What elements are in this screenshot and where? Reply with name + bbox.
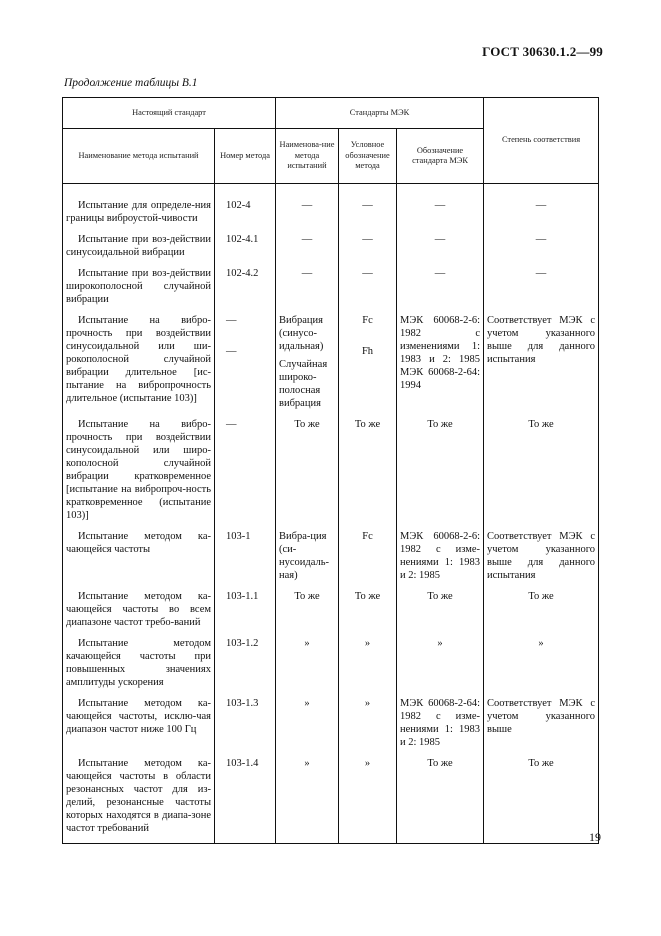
iec-method-code: То же xyxy=(339,418,397,530)
degree-of-correspondence: — xyxy=(484,267,599,314)
iec-method-code: — xyxy=(339,233,397,267)
iec-method-name: » xyxy=(276,697,339,757)
method-number: 103-1.3 xyxy=(215,697,276,757)
iec-standard: — xyxy=(397,199,484,233)
method-number: 103-1 xyxy=(215,530,276,590)
method-number: 102-4.2 xyxy=(215,267,276,314)
iec-standard: То же xyxy=(397,418,484,530)
col-header-number: Номер метода xyxy=(215,129,276,184)
method-name: Испытание для определе-ния границы виброустой-чивости xyxy=(63,199,215,233)
iec-method-name: То же xyxy=(276,590,339,637)
iec-method-name: — xyxy=(276,233,339,267)
table-row xyxy=(63,530,599,590)
iec-method-code: » xyxy=(339,757,397,844)
method-name: Испытание методом ка-чающейся частоты во всем диапазоне частот требо-ваний xyxy=(63,590,215,637)
table-caption: Продолжение таблицы В.1 xyxy=(64,77,198,89)
method-number-2: — xyxy=(226,346,237,357)
method-number: — xyxy=(226,315,237,326)
method-number-cell xyxy=(215,314,276,418)
method-name: Испытание на вибро-прочность при воздействии синусоидальной или широ-кополосной случайной вибрации кратковременное [испытание на вибропроч-ность кратковременное (испытание 103)] xyxy=(63,418,215,530)
iec-standard: То же xyxy=(397,757,484,844)
iec-method-name: — xyxy=(276,267,339,314)
iec-method-name-2: Случайная широко-полосная вибрация xyxy=(279,359,328,409)
method-name: Испытание при воз-действии синусоидальной вибрации xyxy=(63,233,215,267)
iec-method-code: — xyxy=(339,199,397,233)
method-name: Испытание методом ка-чающейся частоты, исклю-чая диапазон частот ниже 100 Гц xyxy=(63,697,215,757)
degree-of-correspondence: Соответствует МЭК с учетом указанного выше для данного испытания xyxy=(484,530,599,590)
page-number: 19 xyxy=(589,830,601,844)
iec-standard: МЭК 60068-2-6: 1982 с изме-нениями 1: 1983 и 2: 1985 xyxy=(397,530,484,590)
group-header-current: Настоящий стандарт xyxy=(63,98,276,129)
iec-method-name: Вибрация (синусо-идальная) xyxy=(279,315,324,352)
iec-method-code-2: Fh xyxy=(361,346,374,357)
iec-method-name-cell xyxy=(276,314,339,418)
method-name: Испытание при воз-действии широкополосной случайной вибрации xyxy=(63,267,215,314)
group-header-iec: Стандарты МЭК xyxy=(276,98,484,129)
iec-standard: МЭК 60068-2-64: 1982 с изме-нениями 1: 1983 и 2: 1985 xyxy=(397,697,484,757)
iec-standard: МЭК 60068-2-6: 1982 с изменениями 1: 1983 и 2: 1985 МЭК 60068-2-64: 1994 xyxy=(397,314,484,418)
method-number: — xyxy=(215,418,276,530)
iec-standard: То же xyxy=(397,590,484,637)
iec-method-name: — xyxy=(276,199,339,233)
table-row xyxy=(63,314,599,418)
table-row xyxy=(63,267,599,314)
method-number: 102-4 xyxy=(215,199,276,233)
table-row xyxy=(63,233,599,267)
degree-of-correspondence: » xyxy=(484,637,599,697)
iec-method-name: Вибра-ция (си-нусоидаль-ная) xyxy=(276,530,339,590)
method-name: Испытание методом ка-чающейся частоты xyxy=(63,530,215,590)
iec-standard: — xyxy=(397,267,484,314)
iec-method-name: » xyxy=(276,637,339,697)
standard-designation: ГОСТ 30630.1.2—99 xyxy=(482,44,603,59)
table-row xyxy=(63,418,599,530)
degree-of-correspondence: То же xyxy=(484,418,599,530)
degree-of-correspondence: — xyxy=(484,233,599,267)
method-number: 103-1.4 xyxy=(215,757,276,844)
col-header-iec-code: Условное обозначение метода xyxy=(339,129,397,184)
table-row xyxy=(63,637,599,697)
iec-method-code: — xyxy=(339,267,397,314)
method-name: Испытание методом ка-чающейся частоты в области резонансных частот для из-делий, резонансные частоты которых находятся в диапа-зоне частот требований xyxy=(63,757,215,844)
method-number: 103-1.1 xyxy=(215,590,276,637)
iec-method-code: То же xyxy=(339,590,397,637)
col-header-name: Наименование метода испытаний xyxy=(63,129,215,184)
degree-of-correspondence: То же xyxy=(484,757,599,844)
col-header-iec-name: Наименова-ние метода испытаний xyxy=(276,129,339,184)
table-row xyxy=(63,199,599,233)
correspondence-table xyxy=(62,97,599,844)
table-row xyxy=(63,590,599,637)
iec-standard: » xyxy=(397,637,484,697)
iec-method-code: » xyxy=(339,697,397,757)
col-header-iec-standard: Обозначение стандарта МЭК xyxy=(397,129,484,184)
method-number: 103-1.2 xyxy=(215,637,276,697)
iec-method-name: То же xyxy=(276,418,339,530)
col-header-degree: Степень соответствия xyxy=(484,98,599,184)
iec-method-code: » xyxy=(339,637,397,697)
method-name: Испытание методом качающейся частоты при повышенных значениях амплитуды ускорения xyxy=(63,637,215,697)
degree-of-correspondence: — xyxy=(484,199,599,233)
iec-method-code: Fc xyxy=(362,315,373,326)
method-number: 102-4.1 xyxy=(215,233,276,267)
iec-method-code-cell xyxy=(339,314,397,418)
degree-of-correspondence: Соответствует МЭК с учетом указанного выше xyxy=(484,697,599,757)
iec-standard: — xyxy=(397,233,484,267)
iec-method-code: Fc xyxy=(339,530,397,590)
method-name: Испытание на вибро-прочность при воздействии синусоидальной или ши-рокополосной случайной вибрации длительное [ис-пытание на вибропрочность длительное (испытание 103)] xyxy=(63,314,215,418)
degree-of-correspondence: То же xyxy=(484,590,599,637)
degree-of-correspondence: Соответствует МЭК с учетом указанного выше для данного испытания xyxy=(484,314,599,418)
iec-method-name: » xyxy=(276,757,339,844)
table-row xyxy=(63,757,599,844)
table-row xyxy=(63,697,599,757)
